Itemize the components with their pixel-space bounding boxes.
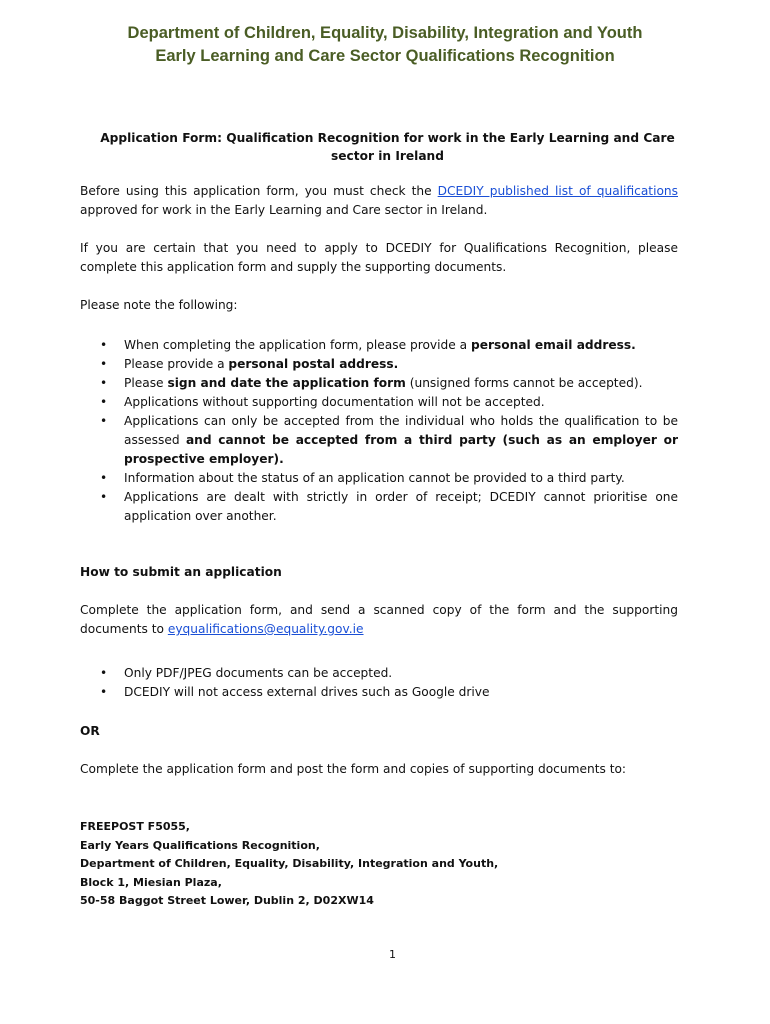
bullet-icon: • — [100, 338, 108, 352]
list-item: • Applications can only be accepted from the individual who holds the qualification to be assessed and cannot be accepted from a third party (such as an employer or prospective employer). — [100, 414, 678, 466]
bullet-icon: • — [100, 685, 108, 699]
note-heading: Please note the following: — [80, 298, 238, 312]
form-title: Application Form: Qualification Recognition for work in the Early Learning and Care sector in Ireland — [100, 131, 675, 163]
submit-text: Complete the application form, and send a scanned copy of the form and the supporting documents to — [80, 603, 678, 636]
submit-paragraph — [80, 601, 678, 639]
list-item: • DCEDIY will not access external drives such as Google drive — [80, 683, 678, 702]
postal-address — [80, 818, 498, 911]
email-link[interactable]: eyqualifications@equality.gov.ie — [167, 622, 364, 636]
bullet-icon: • — [100, 376, 108, 390]
certain-paragraph: If you are certain that you need to apply to DCEDIY for Qualifications Recognition, please complete this application form and supply the supporting documents. — [80, 241, 678, 274]
bullet-icon: • — [100, 395, 108, 409]
bullet-icon: • — [100, 357, 108, 371]
address-line: FREEPOST F5055, — [80, 820, 190, 833]
intro-paragraph — [80, 182, 678, 220]
intro-text-before: Before using this application form, you must check the — [80, 184, 438, 198]
list-item: • Applications without supporting documentation will not be accepted. — [80, 393, 678, 412]
address-line: Block 1, Miesian Plaza, — [80, 875, 222, 889]
list-item: • Applications are dealt with strictly in order of receipt; DCEDIY cannot prioritise one application over another. — [100, 490, 678, 523]
page-number: 1 — [389, 948, 396, 961]
submit-bullets — [80, 664, 678, 702]
bullet-icon: • — [100, 414, 108, 428]
notes-list — [80, 336, 678, 526]
address-line: 50-58 Baggot Street Lower, Dublin 2, D02XW14 — [80, 894, 374, 907]
list-item: • Information about the status of an application cannot be provided to a third party. — [80, 469, 678, 488]
intro-text-after: approved for work in the Early Learning and Care sector in Ireland. — [80, 203, 488, 217]
document-subtitle: Early Learning and Care Sector Qualifications Recognition — [155, 47, 615, 65]
address-line: Early Years Qualifications Recognition, — [80, 838, 320, 852]
department-title: Department of Children, Equality, Disability, Integration and Youth — [127, 24, 643, 42]
list-item: • Only PDF/JPEG documents can be accepted. — [80, 664, 678, 683]
bullet-icon: • — [100, 471, 108, 485]
post-paragraph: Complete the application form and post the form and copies of supporting documents to: — [80, 762, 627, 776]
list-item: • Please provide a personal postal address. — [80, 355, 678, 374]
bullet-icon: • — [100, 666, 108, 680]
qualifications-list-link[interactable]: DCEDIY published list of qualifications — [437, 184, 678, 198]
list-item: • When completing the application form, please provide a personal email address. — [80, 336, 678, 355]
submit-heading: How to submit an application — [80, 565, 282, 579]
bullet-icon: • — [100, 490, 108, 504]
document-header — [0, 22, 770, 68]
address-line: Department of Children, Equality, Disability, Integration and Youth, — [80, 857, 499, 870]
list-item: • Please sign and date the application form (unsigned forms cannot be accepted). — [80, 374, 678, 393]
or-label: OR — [80, 724, 100, 738]
